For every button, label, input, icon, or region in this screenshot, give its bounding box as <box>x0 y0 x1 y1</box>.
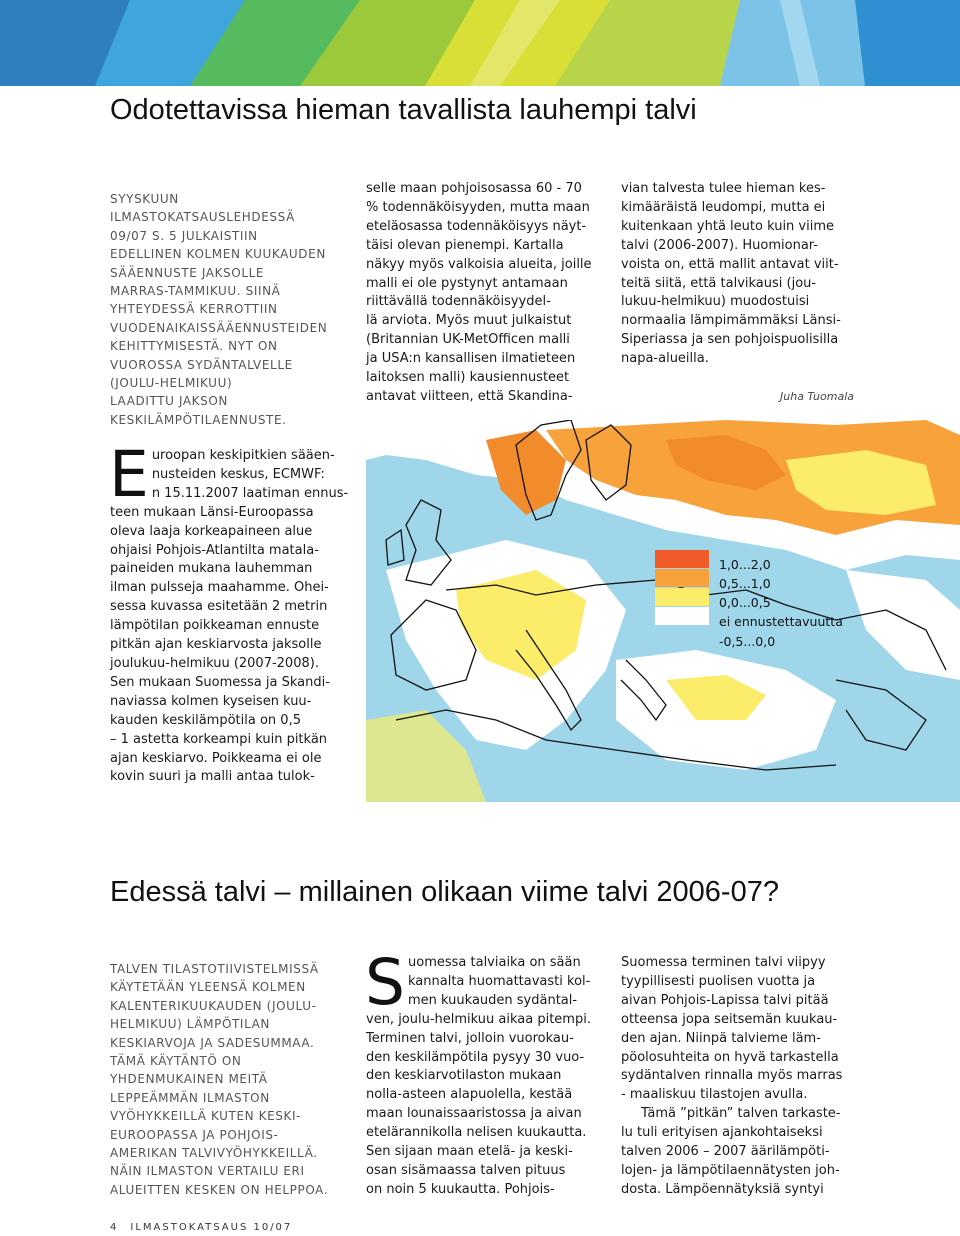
text-line: – 1 astetta korkeampi kuin pitkän <box>110 731 328 747</box>
text-line: kauden keskilämpötila on 0,5 <box>110 712 301 728</box>
text-line: 09/07 S. 5 JULKAISTIIN <box>110 228 258 243</box>
text-line: dosta. Lämpöennätyksiä syntyi <box>621 1181 824 1197</box>
text-line: näkyy myös valkoisia alueita, joille <box>366 256 592 272</box>
intro-text-2 <box>110 960 328 1199</box>
text-line: joulukuu-helmikuu (2007-2008). <box>110 655 319 671</box>
text-line: HELMIKUU) LÄMPÖTILAN <box>110 1017 271 1032</box>
text-line: - maaliskuu tilastojen avulla. <box>621 1087 808 1103</box>
text-line: KALENTERIKUUKAUDEN (JOULU- <box>110 998 317 1013</box>
text-line: TÄMÄ KÄYTÄNTÖ ON <box>110 1054 242 1069</box>
text-line: lojen- ja lämpötilaennätysten joh- <box>621 1162 840 1178</box>
text-line: laitoksen malli) kausiennusteet <box>366 370 570 386</box>
text-line: kuitenkaan yhtä leuto kuin viime <box>621 218 835 234</box>
text-line: on noin 5 kuukautta. Pohjois- <box>366 1181 555 1197</box>
legend-swatch-0 <box>655 550 709 568</box>
column-2-text <box>366 180 592 407</box>
text-line: täisi olevan pienempi. Kartalla <box>366 237 564 253</box>
text-line: Tämä ”pitkän” talven tarkaste- <box>641 1106 841 1122</box>
legend-swatch-3 <box>655 607 709 625</box>
text-line: tyypillisesti puolisen vuotta ja <box>621 973 816 989</box>
text-line: ILMASTOKATSAUSLEHDESSÄ <box>110 210 295 225</box>
text-line: oleva laaja korkeapaineen alue <box>110 523 313 539</box>
column-3b-text <box>621 954 842 1200</box>
text-line: Siperiassa ja sen pohjoispuolisilla <box>621 332 839 348</box>
text-line: % todennäköisyyden, mutta maan <box>366 199 590 215</box>
drop-cap: S <box>365 946 405 1019</box>
text-line: uomessa talviaika on sään <box>408 955 581 970</box>
text-line: KEHITTYMISESTÄ. NYT ON <box>110 339 278 354</box>
text-line: uroopan keskipitkien sääen- <box>151 448 335 463</box>
page-number: 4 <box>110 1222 117 1233</box>
text-line: talven 2006 – 2007 äärilämpöti- <box>621 1144 830 1160</box>
header-banner <box>0 0 960 86</box>
legend-swatch-2 <box>655 588 709 606</box>
text-line: antavat viitteen, että Skandina- <box>366 388 573 404</box>
text-line: lukuu-helmikuu) muodostuisi <box>621 294 810 310</box>
text-line: vian talvesta tulee hieman kes- <box>621 181 826 196</box>
legend-label: 0,5...1,0 <box>719 576 771 591</box>
intro-text-1 <box>110 190 327 429</box>
text-line: talvi (2006-2007). Huomionar- <box>621 237 818 253</box>
banner-graphic <box>0 0 960 86</box>
article-title: Odotettavissa hieman tavallista lauhempi talvi <box>110 94 697 126</box>
text-line: SÄÄENNUSTE JAKSOLLE <box>110 265 265 280</box>
text-line: men kuukauden sydäntal- <box>408 992 578 1008</box>
text-line: den keskilämpötila pysyy 30 vuo- <box>366 1049 585 1065</box>
text-line: LAADITTU JAKSON <box>110 394 228 409</box>
legend-label: ei ennustettavuutta <box>719 614 843 629</box>
text-line: ALUEITTEN KESKEN ON HELPPOA. <box>110 1182 329 1197</box>
text-line: ajan keskiarvo. Poikkeama ei ole <box>110 750 322 766</box>
text-line: VYÖHYKKEILLÄ KUTEN KESKI- <box>110 1109 302 1124</box>
text-line: lu tuli erityisen ajankohtaiseksi <box>621 1125 823 1141</box>
text-line: pitkän ajan keskiarvosta jaksolle <box>110 637 322 653</box>
text-line: KESKILÄMPÖTILAENNUSTE. <box>110 412 287 427</box>
drop-cap: E <box>109 438 149 511</box>
text-line: teen mukaan Länsi-Euroopassa <box>110 504 314 520</box>
text-line: AMERIKAN TALVIVYÖHYKKEILLÄ. <box>110 1146 318 1161</box>
text-line: sessa kuvassa esitetään 2 metrin <box>110 599 328 615</box>
text-line: Suomessa terminen talvi viipyy <box>621 955 826 970</box>
text-line: otteensa jopa seitsemän kuukau- <box>621 1011 838 1027</box>
text-line: kimääräistä leudompi, mutta ei <box>621 199 826 215</box>
text-line: selle maan pohjoisosassa 60 - 70 <box>366 181 582 196</box>
text-line: lä arviota. Myös muut julkaistut <box>366 313 572 329</box>
text-line: VUODENAIKAISSÄÄENNUSTEIDEN <box>110 320 328 335</box>
text-line: etelärannikolla nelisen kuukautta. <box>366 1125 587 1141</box>
text-line: n 15.11.2007 laatiman ennus- <box>151 485 349 501</box>
text-line: VUOROSSA SYDÄNTALVELLE <box>110 357 293 372</box>
text-line: YHTEYDESSÄ KERROTTIIN <box>110 302 278 317</box>
text-line: KESKIARVOJA JA SADESUMMAA. <box>110 1035 315 1050</box>
text-line: osan sisämaassa talven pituus <box>366 1162 566 1178</box>
text-line: ven, joulu-helmikuu aikaa pitempi. <box>366 1011 591 1027</box>
text-line: maan lounaissaaristossa ja aivan <box>366 1106 582 1122</box>
text-line: naviassa kolmen kyseisen kuu- <box>110 693 312 709</box>
text-line: kovin suuri ja malli antaa tulok- <box>110 769 315 785</box>
text-line: YHDENMUKAINEN MEITÄ <box>110 1072 268 1087</box>
legend-label: -0,5...0,0 <box>719 634 776 649</box>
text-line: (JOULU-HELMIKUU) <box>110 376 233 391</box>
text-line: lämpötilan poikkeaman ennuste <box>110 618 320 634</box>
column-3-text <box>621 180 841 369</box>
author-signature: Juha Tuomala <box>780 390 854 403</box>
text-line: sydäntalven rinnalla myös marras <box>621 1068 843 1084</box>
text-line: nolla-asteen alapuolella, kestää <box>366 1087 573 1103</box>
column-1-text <box>109 438 360 787</box>
text-line: paineiden mukana lauhemman <box>110 561 313 577</box>
page-footer <box>110 1222 292 1233</box>
text-line: Sen mukaan Suomessa ja Skandi- <box>110 674 330 690</box>
text-line: pöolosuhteita on hyvä tarkastella <box>621 1049 839 1065</box>
text-line: Sen sijaan maan etelä- ja keski- <box>366 1144 573 1160</box>
text-line: riittävällä todennäköisyydel- <box>366 294 551 310</box>
legend-swatch-1 <box>655 569 709 587</box>
text-line: Terminen talvi, jolloin vuorokau- <box>366 1030 574 1046</box>
text-line: eteläosassa todennäköisyys näyt- <box>366 218 587 234</box>
legend-swatch-4 <box>655 626 709 644</box>
text-line: nusteiden keskus, ECMWF: <box>151 466 325 482</box>
text-line: normaalia lämpimämmäksi Länsi- <box>621 313 841 329</box>
text-line: kannalta huomattavasti kol- <box>408 973 591 989</box>
text-line: den keskiarvotilaston mukaan <box>366 1068 562 1084</box>
text-line: teitä siitä, että talvikausi (jou- <box>621 275 817 291</box>
text-line: voista on, että mallit antavat viit- <box>621 256 839 272</box>
text-line: ja USA:n kansallisen ilmatieteen <box>366 351 576 367</box>
legend-label: 0,0...0,5 <box>719 595 771 610</box>
column-2b-text <box>365 946 616 1200</box>
text-line: aivan Pohjois-Lapissa talvi pitää <box>621 992 829 1008</box>
text-line: KÄYTETÄÄN YLEENSÄ KOLMEN <box>110 980 306 995</box>
text-line: den ajan. Niinpä talvieme läm- <box>621 1030 821 1046</box>
text-line: ohjaisi Pohjois-Atlantilta matala- <box>110 542 319 558</box>
text-line: napa-alueilla. <box>621 351 709 367</box>
text-line: LEPPEÄMMÄN ILMASTON <box>110 1090 270 1105</box>
text-line: TALVEN TILASTOTIIVISTELMISSÄ <box>110 962 319 976</box>
text-line: (Britannian UK-MetOfficen malli <box>366 332 570 348</box>
text-line: malli ei ole pystynyt antamaan <box>366 275 568 291</box>
text-line: NÄIN ILMASTON VERTAILU ERI <box>110 1164 305 1179</box>
text-line: EUROOPASSA JA POHJOIS- <box>110 1127 279 1142</box>
text-line: MARRAS-TAMMIKUU. SIINÄ <box>110 284 281 299</box>
legend-label: 1,0...2,0 <box>719 557 771 572</box>
section-title: Edessä talvi – millainen olikaan viime talvi 2006-07? <box>110 876 779 908</box>
text-line: ilman pulsseja maahamme. Ohei- <box>110 580 329 596</box>
publication-name: ILMASTOKATSAUS 10/07 <box>130 1222 293 1233</box>
text-line: EDELLINEN KOLMEN KUUKAUDEN <box>110 247 326 262</box>
text-line: SYYSKUUN <box>110 192 179 206</box>
